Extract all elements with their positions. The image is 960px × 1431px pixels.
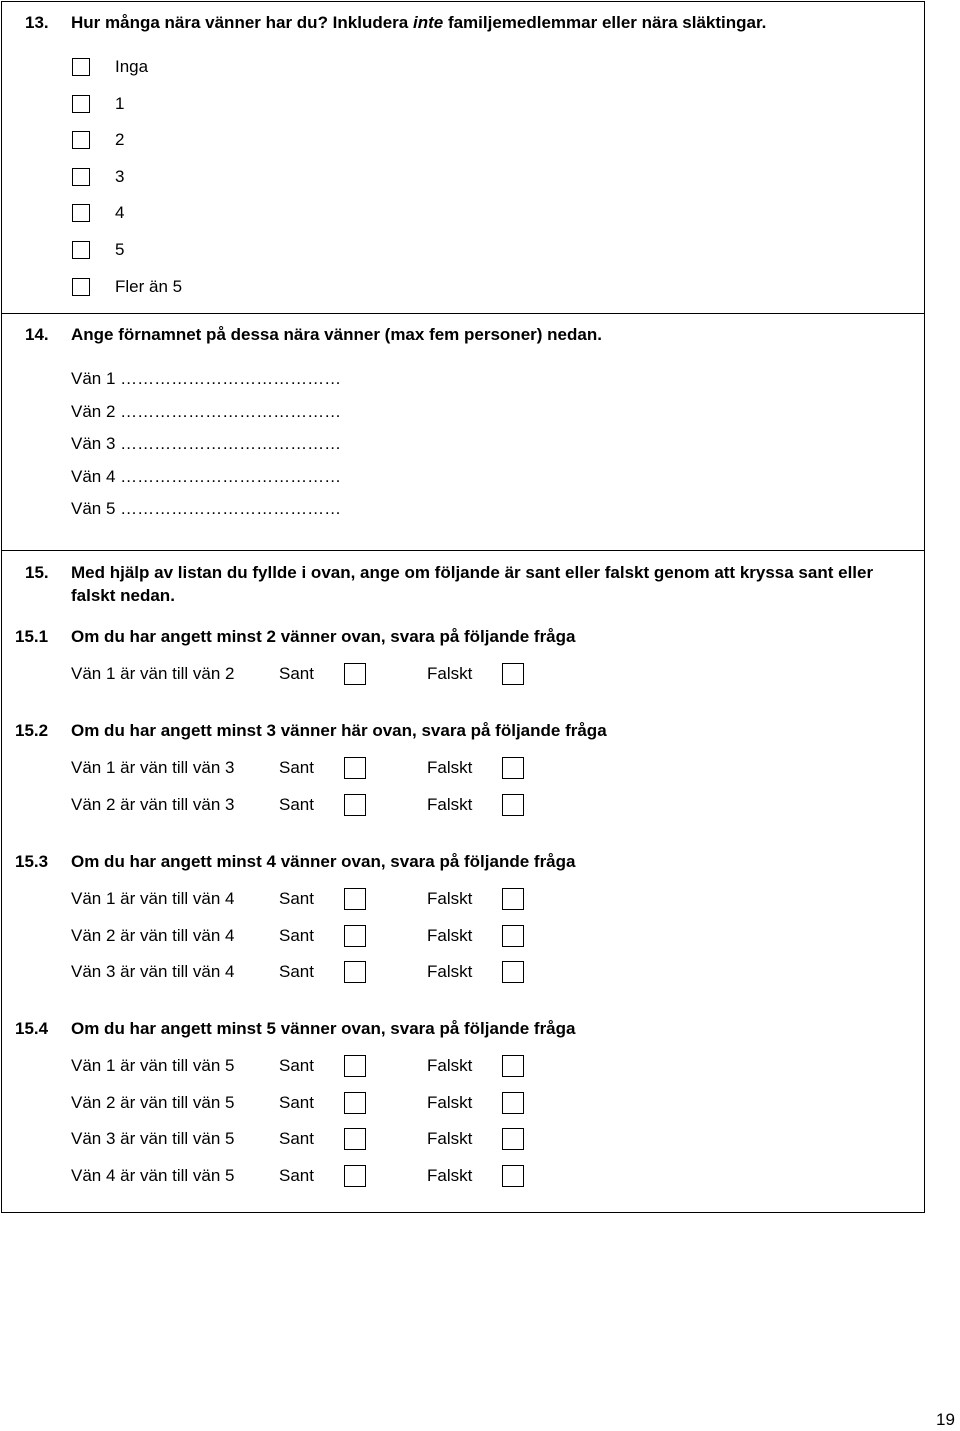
- q13-text-italic: inte: [412, 13, 444, 32]
- true-label: Sant: [279, 1129, 314, 1149]
- true-checkbox[interactable]: [344, 663, 366, 685]
- q14-number: 14.: [25, 325, 49, 344]
- q13-option-checkbox[interactable]: [72, 278, 90, 296]
- q13-option-label: 4: [115, 203, 125, 223]
- q13-option-checkbox[interactable]: [72, 204, 90, 222]
- statement-label: Vän 3 är vän till vän 5: [71, 1129, 235, 1149]
- true-checkbox[interactable]: [344, 925, 366, 947]
- true-checkbox[interactable]: [344, 794, 366, 816]
- false-label: Falskt: [427, 664, 473, 683]
- false-checkbox[interactable]: [502, 1055, 524, 1077]
- statement-label: Vän 2 är vän till vän 3: [71, 794, 235, 814]
- false-label: Falskt: [427, 889, 473, 908]
- false-checkbox[interactable]: [502, 961, 524, 983]
- subquestion-text: Om du har angett minst 5 vänner ovan, svara på följande fråga: [71, 1019, 576, 1038]
- statement-label: Vän 1 är vän till vän 3: [71, 758, 235, 777]
- q13-number: 13.: [25, 13, 49, 32]
- true-label: Sant: [279, 1166, 314, 1186]
- false-label: Falskt: [427, 1092, 473, 1112]
- false-checkbox[interactable]: [502, 663, 524, 685]
- true-label: Sant: [279, 664, 314, 683]
- false-checkbox[interactable]: [502, 888, 524, 910]
- subquestion-number: 15.3: [15, 852, 49, 871]
- subquestion-text: Om du har angett minst 2 vänner ovan, svara på följande fråga: [71, 627, 576, 646]
- true-checkbox[interactable]: [344, 888, 366, 910]
- q13-option-label: Inga: [115, 57, 149, 76]
- true-checkbox[interactable]: [344, 757, 366, 779]
- statement-label: Vän 1 är vän till vän 2: [71, 664, 235, 683]
- q13-option-label: 1: [115, 93, 125, 113]
- statement-label: Vän 1 är vän till vän 4: [71, 889, 235, 908]
- q14-friend-name-line[interactable]: Vän 1 …………………………………: [71, 369, 342, 388]
- true-label: Sant: [279, 889, 314, 908]
- q13-option-checkbox[interactable]: [72, 131, 90, 149]
- true-checkbox[interactable]: [344, 1165, 366, 1187]
- q15-question: Med hjälp av listan du fyllde i ovan, ange om följande är sant eller falskt genom att kryssa sant eller falskt nedan.: [71, 563, 874, 605]
- subquestion-text: Om du har angett minst 4 vänner ovan, svara på följande fråga: [71, 852, 576, 871]
- statement-label: Vän 4 är vän till vän 5: [71, 1166, 235, 1186]
- statement-label: Vän 2 är vän till vän 5: [71, 1092, 235, 1112]
- q14-friend-name-line[interactable]: Vän 5 …………………………………: [71, 499, 342, 518]
- true-checkbox[interactable]: [344, 1128, 366, 1150]
- q13-option-checkbox[interactable]: [72, 95, 90, 113]
- false-checkbox[interactable]: [502, 1165, 524, 1187]
- true-label: Sant: [279, 925, 314, 945]
- statement-label: Vän 2 är vän till vän 4: [71, 925, 235, 945]
- false-label: Falskt: [427, 962, 473, 982]
- false-checkbox[interactable]: [502, 1092, 524, 1114]
- q14-friend-name-line[interactable]: Vän 3 …………………………………: [71, 434, 342, 453]
- true-label: Sant: [279, 794, 314, 814]
- true-checkbox[interactable]: [344, 1092, 366, 1114]
- statement-label: Vän 1 är vän till vän 5: [71, 1056, 235, 1075]
- q13-option-checkbox[interactable]: [72, 168, 90, 186]
- false-checkbox[interactable]: [502, 757, 524, 779]
- q14-friend-name-line[interactable]: Vän 4 …………………………………: [71, 466, 342, 486]
- divider-q14-q15: [2, 550, 924, 551]
- divider-q13-q14: [2, 313, 924, 314]
- q13-option-label: Fler än 5: [115, 276, 183, 296]
- false-label: Falskt: [427, 758, 473, 777]
- true-checkbox[interactable]: [344, 961, 366, 983]
- q13-option-label: 5: [115, 240, 125, 259]
- subquestion-text: Om du har angett minst 3 vänner här ovan, svara på följande fråga: [71, 721, 607, 740]
- q15-number: 15.: [25, 563, 49, 582]
- page-number: 19: [936, 1410, 955, 1429]
- subquestion-number: 15.2: [15, 721, 49, 740]
- false-label: Falskt: [427, 1129, 473, 1149]
- false-checkbox[interactable]: [502, 925, 524, 947]
- q14-friend-name-line[interactable]: Vän 2 …………………………………: [71, 401, 342, 421]
- subquestion-number: 15.1: [15, 627, 49, 646]
- q13-question: [71, 13, 766, 33]
- true-label: Sant: [279, 1056, 314, 1075]
- q13-option-label: 2: [115, 130, 125, 150]
- true-label: Sant: [279, 1092, 314, 1112]
- q13-option-label: 3: [115, 166, 125, 186]
- q13-option-checkbox[interactable]: [72, 241, 90, 259]
- false-label: Falskt: [427, 1056, 473, 1075]
- q14-question: Ange förnamnet på dessa nära vänner (max fem personer) nedan.: [71, 325, 602, 344]
- false-label: Falskt: [427, 794, 473, 814]
- true-checkbox[interactable]: [344, 1055, 366, 1077]
- q13-text-suffix: familjemedlemmar eller nära släktingar.: [443, 13, 767, 32]
- false-checkbox[interactable]: [502, 794, 524, 816]
- false-label: Falskt: [427, 1166, 473, 1186]
- false-label: Falskt: [427, 925, 473, 945]
- subquestion-number: 15.4: [15, 1019, 49, 1038]
- q13-text-prefix: Hur många nära vänner har du? Inkludera: [71, 13, 413, 32]
- q13-option-checkbox[interactable]: [72, 58, 90, 76]
- false-checkbox[interactable]: [502, 1128, 524, 1150]
- statement-label: Vän 3 är vän till vän 4: [71, 962, 235, 982]
- true-label: Sant: [279, 758, 314, 777]
- true-label: Sant: [279, 962, 314, 982]
